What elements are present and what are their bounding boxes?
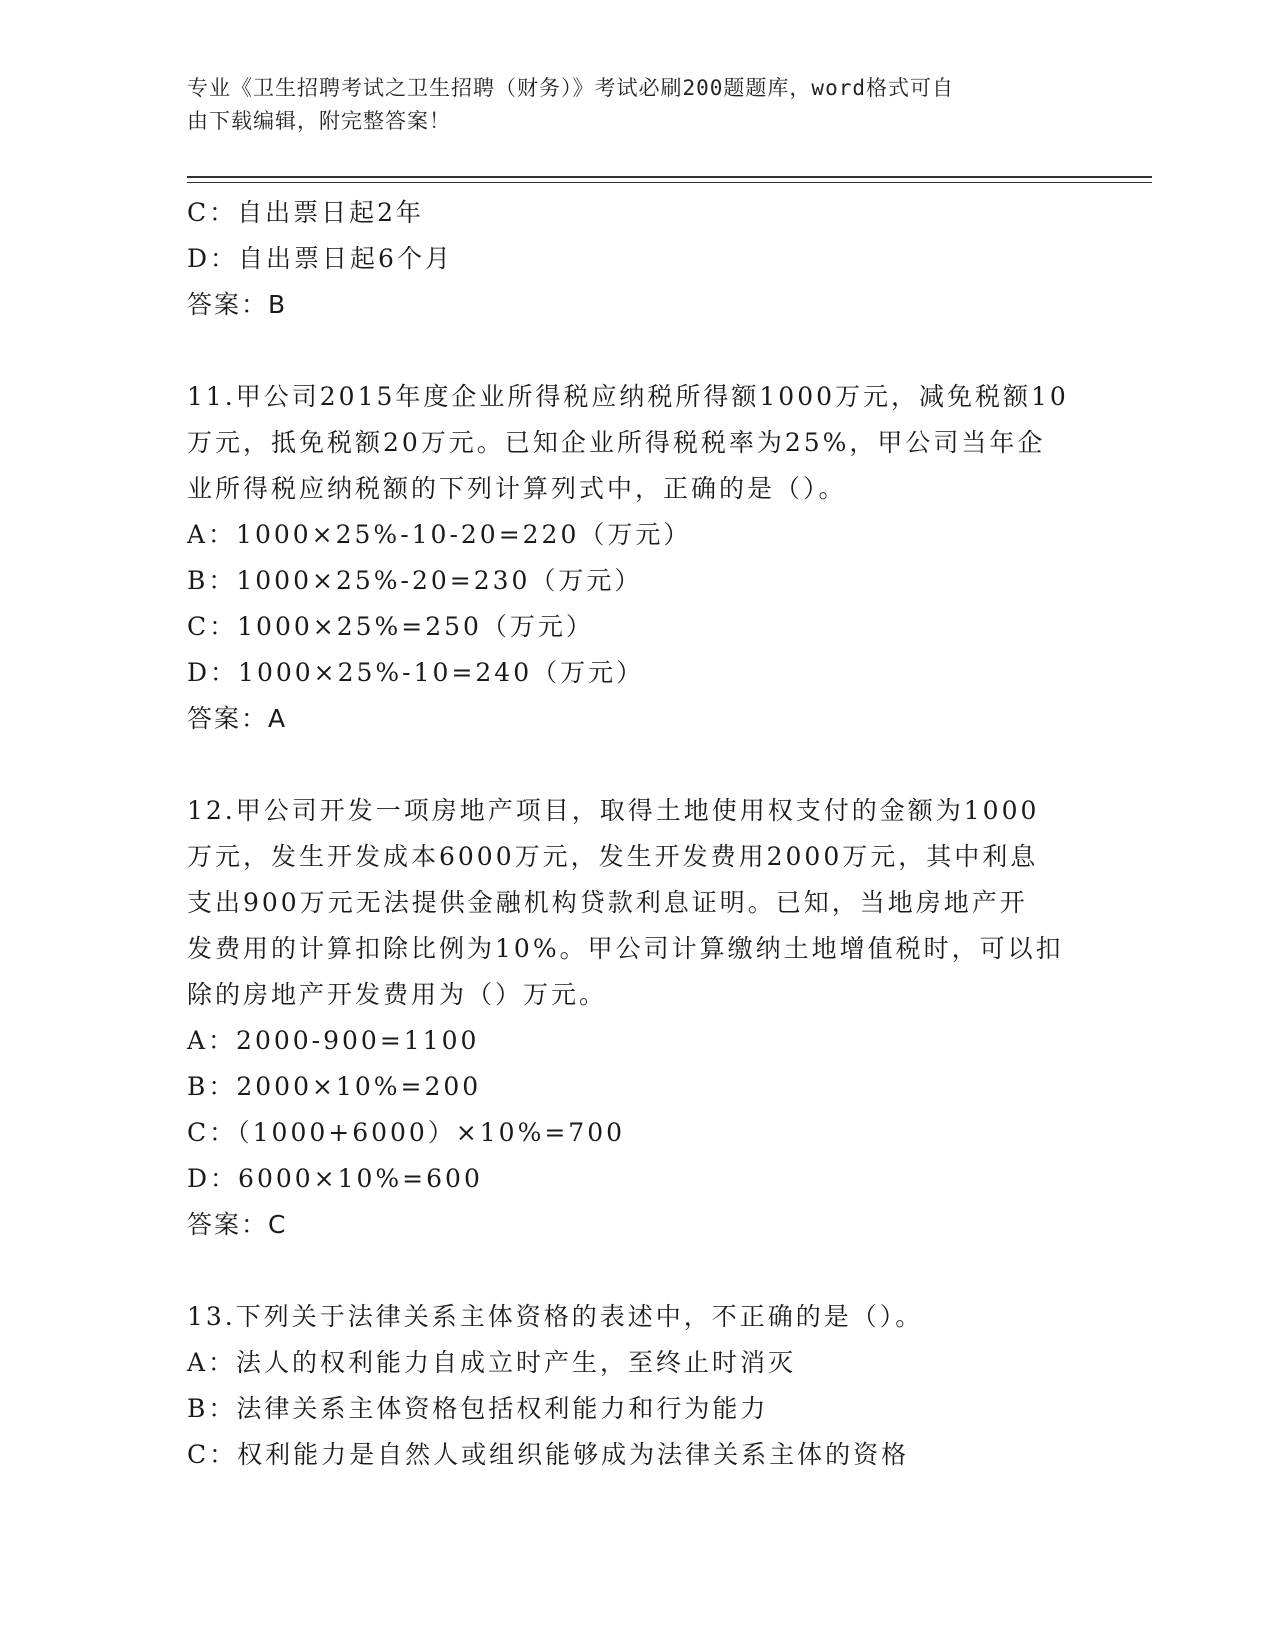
question-text-line: 11.甲公司2015年度企业所得税应纳税所得额1000万元，减免税额10 [187, 382, 1069, 411]
option-c: C：（1000+6000）×10%=700 [187, 1118, 626, 1147]
question-13 [187, 1294, 1152, 1478]
option-c: C：权利能力是自然人或组织能够成为法律关系主体的资格 [187, 1440, 910, 1469]
option-a: A：法人的权利能力自成立时产生，至终止时消灭 [187, 1348, 797, 1377]
option-d: D：6000×10%=600 [187, 1164, 483, 1193]
spacer [187, 1248, 1152, 1294]
option-d: D：1000×25%-10=240（万元） [187, 658, 645, 687]
option-b: B：2000×10%=200 [187, 1072, 482, 1101]
header-line-2: 由下载编辑，附完整答案！ [187, 109, 451, 133]
question-12 [187, 788, 1152, 1248]
option-c: C：1000×25%=250（万元） [187, 612, 594, 641]
question-10-tail [187, 190, 1152, 328]
question-text-line: 万元，发生开发成本6000万元，发生开发费用2000万元，其中利息 [187, 842, 1039, 871]
question-text-line: 12.甲公司开发一项房地产项目，取得土地使用权支付的金额为1000 [187, 796, 1040, 825]
document-header [187, 72, 1067, 138]
answer: 答案：A [187, 704, 288, 733]
option-a: A：2000-900=1100 [187, 1026, 480, 1055]
spacer [187, 328, 1152, 374]
question-text-line: 业所得税应纳税额的下列计算列式中，正确的是（）。 [187, 474, 847, 503]
spacer [187, 742, 1152, 788]
question-11 [187, 374, 1152, 742]
header-rule-thin [187, 182, 1152, 183]
option-a: A：1000×25%-10-20=220（万元） [187, 520, 692, 549]
option-b: B：法律关系主体资格包括权利能力和行为能力 [187, 1394, 769, 1423]
question-text-line: 发费用的计算扣除比例为10%。甲公司计算缴纳土地增值税时，可以扣 [187, 934, 1064, 963]
question-text-line: 除的房地产开发费用为（）万元。 [187, 980, 608, 1009]
option-c: C：自出票日起2年 [187, 198, 425, 227]
answer: 答案：B [187, 290, 288, 319]
option-b: B：1000×25%-20=230（万元） [187, 566, 643, 595]
question-text-line: 万元，抵免税额20万元。已知企业所得税税率为25%，甲公司当年企 [187, 428, 1046, 457]
question-text-line: 13.下列关于法律关系主体资格的表述中，不正确的是（）。 [187, 1302, 924, 1331]
option-d: D：自出票日起6个月 [187, 244, 453, 273]
answer: 答案：C [187, 1210, 288, 1239]
header-line-1: 专业《卫生招聘考试之卫生招聘（财务）》考试必刷200题题库，word格式可自 [187, 76, 954, 100]
document-body [187, 190, 1152, 1478]
header-rule-thick [187, 176, 1152, 178]
question-text-line: 支出900万元无法提供金融机构贷款利息证明。已知，当地房地产开 [187, 888, 1028, 917]
